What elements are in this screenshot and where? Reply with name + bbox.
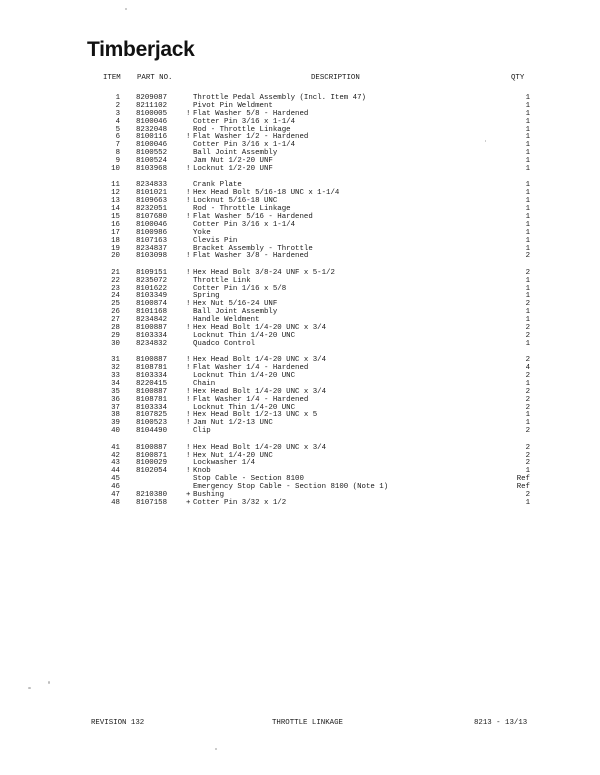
part-number: 8109663 <box>136 197 168 206</box>
table-row <box>0 111 600 119</box>
item-number: 28 <box>111 324 120 333</box>
note-mark: ! <box>186 419 191 428</box>
part-number: 8235072 <box>136 276 168 285</box>
description: Locknut Thin 1/4-20 UNC <box>193 403 296 412</box>
item-number: 41 <box>111 443 120 452</box>
table-row <box>0 119 600 127</box>
description: Ball Joint Assembly <box>193 149 278 158</box>
table-row <box>0 412 600 420</box>
table-row <box>0 333 600 341</box>
item-number: 45 <box>111 475 120 484</box>
description: Locknut Thin 1/4-20 UNC <box>193 331 296 340</box>
scan-speck <box>48 681 50 684</box>
part-number: 8210380 <box>136 490 168 499</box>
table-row <box>0 325 600 333</box>
description: Cotter Pin 3/16 x 1-1/4 <box>193 117 296 126</box>
part-number: 8100523 <box>136 419 168 428</box>
part-number: 8107163 <box>136 236 168 245</box>
quantity: 1 <box>525 467 530 476</box>
description: Cotter Pin 3/32 x 1/2 <box>193 498 287 507</box>
quantity: 1 <box>525 220 530 229</box>
part-number: 8234832 <box>136 339 168 348</box>
item-number: 4 <box>115 117 120 126</box>
part-number: 8107158 <box>136 498 168 507</box>
item-number: 44 <box>111 467 120 476</box>
quantity: 2 <box>525 387 530 396</box>
item-number: 5 <box>115 125 120 134</box>
note-mark: ! <box>186 300 191 309</box>
part-number: 8234833 <box>136 181 168 190</box>
part-number: 8100552 <box>136 149 168 158</box>
note-mark: ! <box>186 387 191 396</box>
scan-speck <box>215 748 217 750</box>
table-row <box>0 293 600 301</box>
description: Stop Cable - Section 8100 <box>193 475 304 484</box>
table-row <box>0 142 600 150</box>
part-number: 8100116 <box>136 133 168 142</box>
description: Hex Head Bolt 1/4-20 UNC x 3/4 <box>193 356 327 365</box>
note-mark: ! <box>186 324 191 333</box>
description: Spring <box>193 292 220 301</box>
description: Quadco Control <box>193 339 256 348</box>
item-number: 46 <box>111 483 120 492</box>
description: Flat Washer 5/16 - Hardened <box>193 212 313 221</box>
part-number: 8100887 <box>136 356 168 365</box>
quantity: 2 <box>525 395 530 404</box>
item-number: 30 <box>111 339 120 348</box>
quantity: 1 <box>525 292 530 301</box>
table-row <box>0 278 600 286</box>
description: Hex Head Bolt 5/16-18 UNC x 1-1/4 <box>193 189 340 198</box>
item-number: 18 <box>111 236 120 245</box>
part-number: 8100887 <box>136 324 168 333</box>
item-number: 10 <box>111 165 120 174</box>
part-number: 8108781 <box>136 364 168 373</box>
note-mark: ! <box>186 451 191 460</box>
table-row <box>0 460 600 468</box>
note-mark: ! <box>186 165 191 174</box>
quantity: 1 <box>525 197 530 206</box>
item-number: 37 <box>111 403 120 412</box>
item-number: 24 <box>111 292 120 301</box>
description: Chain <box>193 379 216 388</box>
item-number: 26 <box>111 308 120 317</box>
description: Locknut Thin 1/4-20 UNC <box>193 372 296 380</box>
item-number: 25 <box>111 300 120 309</box>
part-number: 8103349 <box>136 292 168 301</box>
part-number: 8100874 <box>136 300 168 309</box>
quantity: 1 <box>525 212 530 221</box>
item-number: 27 <box>111 316 120 325</box>
item-number: 42 <box>111 451 120 460</box>
quantity: 1 <box>525 205 530 214</box>
quantity: 2 <box>525 451 530 460</box>
description: Cotter Pin 3/16 x 1-1/4 <box>193 220 296 229</box>
table-row <box>0 301 600 309</box>
part-number: 8100046 <box>136 117 168 126</box>
item-number: 19 <box>111 244 120 253</box>
item-number: 33 <box>111 372 120 380</box>
quantity: 2 <box>525 490 530 499</box>
scan-speck <box>485 140 486 142</box>
footer-page-number: 8213 - 13/13 <box>474 719 528 727</box>
note-mark: + <box>186 498 191 507</box>
quantity: 1 <box>525 411 530 420</box>
description: Locknut 1/2-20 UNF <box>193 165 273 174</box>
description: Jam Nut 1/2-20 UNF <box>193 157 273 166</box>
part-number: 8209087 <box>136 94 168 102</box>
item-number: 38 <box>111 411 120 420</box>
quantity: Ref <box>516 475 530 484</box>
description: Yoke <box>193 228 211 237</box>
table-row <box>0 397 600 405</box>
item-number: 40 <box>111 427 120 436</box>
table-row <box>0 453 600 461</box>
note-mark: ! <box>186 467 191 476</box>
table-row <box>0 428 600 436</box>
description: Ball Joint Assembly <box>193 308 278 317</box>
table-row <box>0 365 600 373</box>
part-number: 8103334 <box>136 331 168 340</box>
item-number: 32 <box>111 364 120 373</box>
table-row <box>0 214 600 222</box>
table-row <box>0 166 600 174</box>
quantity: 1 <box>525 165 530 174</box>
quantity: 2 <box>525 427 530 436</box>
quantity: 1 <box>525 109 530 118</box>
description: Hex Head Bolt 1/4-20 UNC x 3/4 <box>193 324 327 333</box>
table-row <box>0 484 600 492</box>
scan-speck <box>125 8 127 10</box>
quantity: 1 <box>525 117 530 126</box>
quantity: 1 <box>525 379 530 388</box>
quantity: 1 <box>525 101 530 110</box>
quantity: 2 <box>525 300 530 309</box>
part-number: 8234837 <box>136 244 168 253</box>
part-number: 8211102 <box>136 101 168 110</box>
quantity: 2 <box>525 331 530 340</box>
header-description: DESCRIPTION <box>311 74 360 82</box>
table-row <box>0 270 600 278</box>
item-number: 14 <box>111 205 120 214</box>
description: Jam Nut 1/2-13 UNC <box>193 419 273 428</box>
item-number: 11 <box>111 181 120 190</box>
item-number: 1 <box>115 94 120 102</box>
quantity: 1 <box>525 149 530 158</box>
description: Hex Head Bolt 1/4-20 UNC x 3/4 <box>193 443 327 452</box>
quantity: 1 <box>525 157 530 166</box>
item-number: 9 <box>115 157 120 166</box>
note-mark: ! <box>186 395 191 404</box>
table-row <box>0 373 600 381</box>
quantity: 1 <box>525 244 530 253</box>
item-number: 29 <box>111 331 120 340</box>
part-number: 8232048 <box>136 125 168 134</box>
part-number: 8101168 <box>136 308 168 317</box>
item-number: 8 <box>115 149 120 158</box>
part-number: 8107680 <box>136 212 168 221</box>
item-number: 3 <box>115 109 120 118</box>
description: Flat Washer 1/4 - Hardened <box>193 395 309 404</box>
note-mark: + <box>186 490 191 499</box>
item-number: 13 <box>111 197 120 206</box>
item-number: 16 <box>111 220 120 229</box>
item-number: 47 <box>111 490 120 499</box>
table-row <box>0 492 600 500</box>
item-number: 31 <box>111 356 120 365</box>
quantity: 1 <box>525 141 530 150</box>
item-number: 43 <box>111 459 120 468</box>
table-row <box>0 134 600 142</box>
table-row <box>0 309 600 317</box>
quantity: 1 <box>525 419 530 428</box>
table-row <box>0 445 600 453</box>
table-row <box>0 230 600 238</box>
part-number: 8234842 <box>136 316 168 325</box>
item-number: 21 <box>111 268 120 277</box>
part-number: 8100986 <box>136 228 168 237</box>
part-number: 8104490 <box>136 427 168 436</box>
part-number: 8101622 <box>136 284 168 293</box>
table-row <box>0 222 600 230</box>
quantity: 1 <box>525 316 530 325</box>
note-mark: ! <box>186 133 191 142</box>
part-number: 8108781 <box>136 395 168 404</box>
note-mark: ! <box>186 252 191 261</box>
part-number: 8100005 <box>136 109 168 118</box>
description: Flat Washer 3/8 - Hardened <box>193 252 309 261</box>
quantity: 1 <box>525 133 530 142</box>
quantity: 1 <box>525 189 530 198</box>
description: Knob <box>193 467 211 476</box>
item-number: 36 <box>111 395 120 404</box>
part-number: 8103968 <box>136 165 168 174</box>
description: Bracket Assembly - Throttle <box>193 244 313 253</box>
quantity: 1 <box>525 284 530 293</box>
part-number: 8107825 <box>136 411 168 420</box>
note-mark: ! <box>186 212 191 221</box>
quantity: 1 <box>525 308 530 317</box>
description: Flat Washer 5/8 - Hardened <box>193 109 309 118</box>
quantity: 2 <box>525 403 530 412</box>
header-part-no: PART NO. <box>137 74 173 82</box>
quantity: 2 <box>525 459 530 468</box>
description: Hex Head Bolt 1/4-20 UNC x 3/4 <box>193 387 327 396</box>
scan-speck <box>28 687 31 689</box>
part-number: 8232051 <box>136 205 168 214</box>
quantity: 2 <box>525 252 530 261</box>
header-item: ITEM <box>103 74 121 82</box>
description: Lockwasher 1/4 <box>193 459 256 468</box>
footer-revision: REVISION 132 <box>91 719 145 727</box>
note-mark: ! <box>186 268 191 277</box>
item-number: 20 <box>111 252 120 261</box>
description: Rod - Throttle Linkage <box>193 125 291 134</box>
table-row <box>0 150 600 158</box>
parts-list <box>0 95 600 508</box>
quantity: Ref <box>516 483 530 492</box>
note-mark: ! <box>186 443 191 452</box>
table-row <box>0 158 600 166</box>
description: Flat Washer 1/4 - Hardened <box>193 364 309 373</box>
item-number: 17 <box>111 228 120 237</box>
table-row <box>0 341 600 349</box>
part-number: 8100029 <box>136 459 168 468</box>
quantity: 1 <box>525 276 530 285</box>
item-number: 2 <box>115 101 120 110</box>
table-row <box>0 500 600 508</box>
table-row <box>0 190 600 198</box>
table-row <box>0 198 600 206</box>
note-mark: ! <box>186 364 191 373</box>
note-mark: ! <box>186 109 191 118</box>
item-number: 12 <box>111 189 120 198</box>
part-number: 8220415 <box>136 379 168 388</box>
quantity: 2 <box>525 324 530 333</box>
quantity: 1 <box>525 339 530 348</box>
item-number: 15 <box>111 212 120 221</box>
description: Cotter Pin 3/16 x 1-1/4 <box>193 141 296 150</box>
description: Hex Head Bolt 3/8-24 UNF x 5-1/2 <box>193 268 335 277</box>
quantity: 2 <box>525 268 530 277</box>
table-row <box>0 286 600 294</box>
quantity: 4 <box>525 364 530 373</box>
description: Bushing <box>193 490 225 499</box>
item-number: 23 <box>111 284 120 293</box>
quantity: 2 <box>525 356 530 365</box>
quantity: 1 <box>525 94 530 102</box>
part-number: 8103098 <box>136 252 168 261</box>
item-number: 39 <box>111 419 120 428</box>
item-number: 6 <box>115 133 120 142</box>
part-number: 8100871 <box>136 451 168 460</box>
part-number: 8109151 <box>136 268 168 277</box>
description: Flat Washer 1/2 - Hardened <box>193 133 309 142</box>
table-row <box>0 420 600 428</box>
part-number: 8103334 <box>136 372 168 380</box>
part-number: 8100524 <box>136 157 168 166</box>
brand-logo: Timberjack <box>87 38 195 61</box>
description: Throttle Pedal Assembly (Incl. Item 47) <box>193 94 366 102</box>
description: Crank Plate <box>193 181 242 190</box>
quantity: 2 <box>525 372 530 380</box>
table-header <box>0 75 600 85</box>
description: Throttle Link <box>193 276 251 285</box>
note-mark: ! <box>186 356 191 365</box>
quantity: 1 <box>525 236 530 245</box>
item-number: 35 <box>111 387 120 396</box>
part-number: 8100046 <box>136 141 168 150</box>
description: Emergency Stop Cable - Section 8100 (Note 1) <box>193 483 389 492</box>
description: Clevis Pin <box>193 236 238 245</box>
quantity: 1 <box>525 228 530 237</box>
quantity: 1 <box>525 181 530 190</box>
table-row <box>0 253 600 261</box>
item-number: 7 <box>115 141 120 150</box>
item-number: 48 <box>111 498 120 507</box>
header-qty: QTY <box>511 74 525 82</box>
description: Rod - Throttle Linkage <box>193 205 291 214</box>
description: Clip <box>193 427 211 436</box>
part-number: 8101021 <box>136 189 168 198</box>
quantity: 1 <box>525 125 530 134</box>
item-number: 34 <box>111 379 120 388</box>
item-number: 22 <box>111 276 120 285</box>
description: Hex Nut 1/4-20 UNC <box>193 451 273 460</box>
description: Cotter Pin 1/16 x 5/8 <box>193 284 287 293</box>
quantity: 2 <box>525 443 530 452</box>
part-number: 8102054 <box>136 467 168 476</box>
description: Handle Weldment <box>193 316 260 325</box>
note-mark: ! <box>186 411 191 420</box>
part-number: 8100046 <box>136 220 168 229</box>
part-number: 8100887 <box>136 443 168 452</box>
part-number: 8103334 <box>136 403 168 412</box>
part-number: 8100887 <box>136 387 168 396</box>
description: Hex Nut 5/16-24 UNF <box>193 300 278 309</box>
description: Pivot Pin Weldment <box>193 101 273 110</box>
table-row <box>0 95 600 103</box>
description: Hex Head Bolt 1/2-13 UNC x 5 <box>193 411 318 420</box>
note-mark: ! <box>186 197 191 206</box>
quantity: 1 <box>525 498 530 507</box>
description: Locknut 5/16-18 UNC <box>193 197 278 206</box>
footer-title: THROTTLE LINKAGE <box>272 719 343 727</box>
note-mark: ! <box>186 189 191 198</box>
